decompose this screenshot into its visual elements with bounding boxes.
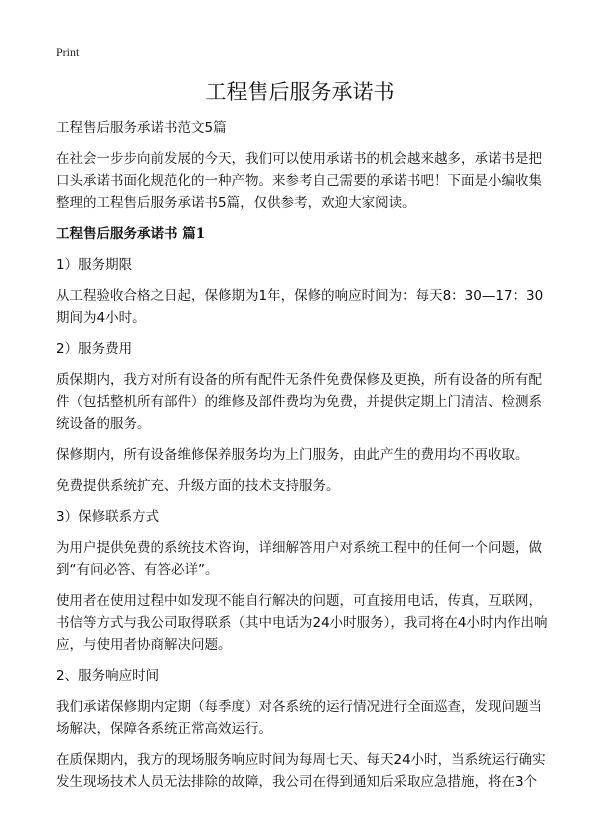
item-response-time-text-1: 我们承诺保修期内定期（每季度）对各系统的运行情况进行全面巡查，发现问题当场解决，保障各系统正常高效运行。 — [56, 699, 542, 737]
document-body — [56, 117, 552, 802]
item-service-cost-text-2: 保修期内，所有设备维修保养服务均为上门服务，由此产生的费用均不再收取。 — [56, 447, 529, 463]
item-contact-heading: 3）保修联系方式 — [56, 509, 160, 525]
item-contact-text-2: 使用者在使用过程中如发现不能自行解决的问题，可直接用电话，传真，互联网，书信等方式与我公司取得联系（其中电话为24小时服务），我司将在4小时内作出响应，与使用者协商解决问题。 — [56, 593, 548, 653]
section-heading: 工程售后服务承诺书 篇1 — [56, 226, 206, 242]
intro-paragraph: 在社会一步步向前发展的今天，我们可以使用承诺书的机会越来越多，承诺书是把口头承诺书面化规范化的一种产物。来参考自己需要的承诺书吧！下面是小编收集整理的工程售后服务承诺书5篇，仅供参考，欢迎大家阅读。 — [56, 151, 542, 211]
item-service-cost-heading: 2）服务费用 — [56, 341, 133, 357]
document-title: 工程售后服务承诺书 — [205, 80, 395, 104]
item-service-cost-text-3: 免费提供系统扩充、升级方面的技术支持服务。 — [56, 478, 340, 494]
item-service-period-text: 从工程验收合格之日起，保修期为1年，保修的响应时间为：每天8：30—17：30期间为4小时。 — [56, 288, 544, 326]
document-subtitle: 工程售后服务承诺书范文5篇 — [56, 120, 227, 136]
item-contact-text-1: 为用户提供免费的系统技术咨询，详细解答用户对系统工程中的任何一个问题，做到“有问必答、有答必详”。 — [56, 540, 542, 578]
item-service-period-heading: 1）服务期限 — [56, 257, 133, 273]
item-service-cost-text-1: 质保期内，我方对所有设备的所有配件无条件免费保修及更换，所有设备的所有配件（包括整机所有部件）的维修及部件费均为免费，并提供定期上门清洁、检测系统设备的服务。 — [56, 372, 542, 432]
item-response-time-text-2: 在质保期内，我方的现场服务响应时间为每周七天、每天24小时，当系统运行确实发生现场技术人员无法排除的故障，我公司在得到通知后采取应急措施，将在3个 — [56, 752, 546, 790]
item-response-time-heading: 2、服务响应时间 — [56, 668, 160, 684]
print-link[interactable]: Print — [56, 45, 80, 59]
